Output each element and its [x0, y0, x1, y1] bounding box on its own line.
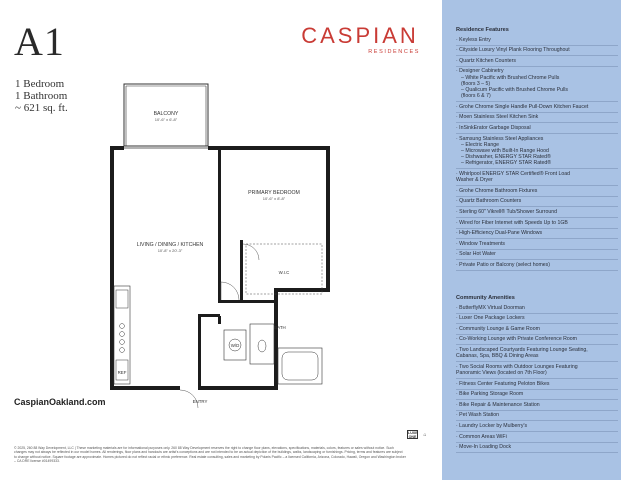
community-amenity-item-text: · Two Landscaped Courtyards Featuring Lounge Seating,: [456, 346, 588, 353]
residence-feature-subitem-text: – Dishwasher, ENERGY STAR Rated®: [461, 154, 551, 161]
residence-feature-item: [456, 102, 618, 113]
community-amenity-item-text: · Community Lounge & Game Room: [456, 325, 540, 332]
bath-label: BATH: [274, 325, 286, 330]
community-amenity-item: [456, 303, 618, 314]
residence-feature-item: [456, 123, 618, 134]
unit-bedrooms: 1 Bedroom: [15, 78, 65, 90]
community-amenity-item: [456, 362, 618, 379]
residence-feature-item-text: · Moen Stainless Steel Kitchen Sink: [456, 114, 539, 121]
residence-features: [456, 26, 618, 271]
residence-feature-item: [456, 113, 618, 124]
community-amenity-item: [456, 345, 618, 362]
residence-feature-subitem-text: – Electric Range: [461, 141, 500, 148]
community-amenity-item-text: · Fitness Center Featuring Peloton Bikes: [456, 380, 550, 387]
residence-feature-item: [456, 35, 618, 46]
residence-feature-item-text: · Samsung Stainless Steel Appliances: [456, 135, 544, 142]
features-panel: [442, 0, 621, 480]
living-dims: 10'-8" x 20'-3": [157, 248, 183, 253]
residence-feature-item-text: · Grohe Chrome Single Handle Pull-Down Kitchen Faucet: [456, 103, 589, 110]
residence-feature-subitem-text: – White Pacific with Brushed Chrome Pulls: [461, 74, 560, 81]
website-link[interactable]: CaspianOakland.com: [14, 397, 106, 407]
partner-logos: [407, 430, 428, 439]
community-amenity-item-text: · ButterflyMX Virtual Doorman: [456, 304, 525, 311]
equal-housing-icon: ⌂: [423, 431, 427, 438]
residence-feature-item-text: · Keyless Entry: [456, 36, 491, 43]
community-amenity-item-text: · Pet Wash Station: [456, 412, 500, 419]
luxe-logo-icon: LUXE ONE: [408, 431, 418, 439]
community-amenity-item: [456, 379, 618, 390]
community-amenity-item: [456, 421, 618, 432]
residence-feature-subitem-text: – Refrigerator, ENERGY STAR Rated®: [461, 160, 552, 167]
community-amenity-item-text: Panoramic Views (located on 7th Floor): [456, 369, 547, 376]
residence-feature-item: [456, 207, 618, 218]
brand-subtitle: RESIDENCES: [368, 49, 420, 55]
ref-label: REF: [117, 370, 127, 375]
residence-feature-item-text: · Wired for Fiber Internet with Speeds Up to 1GB: [456, 219, 568, 226]
residence-feature-item-text: · Grohe Chrome Bathroom Fixtures: [456, 187, 538, 194]
residence-feature-item-text: · Quartz Kitchen Counters: [456, 57, 516, 64]
residence-feature-item-text: · Solar Hot Water: [456, 251, 496, 258]
bath-fixtures: [250, 324, 322, 384]
residence-feature-item-text: · Quartz Bathroom Counters: [456, 198, 522, 205]
residence-feature-item-text: · Designer Cabinetry: [456, 68, 504, 75]
residence-feature-item-text: · Window Treatments: [456, 240, 506, 247]
residence-feature-item: [456, 250, 618, 261]
entry-label: ENTRY: [192, 399, 208, 404]
community-amenity-item: [456, 390, 618, 401]
living-label: LIVING / DINING / KITCHEN: [136, 242, 204, 248]
residence-feature-item: [456, 260, 618, 271]
community-amenity-item-text: · Common Areas WiFi: [456, 433, 507, 440]
brand-name: CASPIAN: [301, 23, 419, 48]
community-amenity-item: [456, 335, 618, 346]
balcony-dims: 10'-6" x 6'-8": [154, 117, 178, 122]
residence-feature-item: [456, 218, 618, 229]
community-amenity-item-text: · Bike Repair & Maintenance Station: [456, 401, 540, 408]
unit-title: A1: [14, 19, 65, 64]
community-amenity-item-text: Cabanas, Spa, BBQ & Dining Areas: [456, 353, 539, 360]
bedroom-label: PRIMARY BEDROOM: [248, 190, 300, 196]
interior-walls: [198, 150, 274, 386]
wd-label: W/D: [230, 343, 240, 348]
community-amenity-item-text: · Laundry Locker by Mulberry's: [456, 422, 528, 429]
unit-bathrooms: 1 Bathroom: [15, 90, 68, 102]
residence-feature-item-text: · Whirlpool ENERGY STAR Certified® Front Load: [456, 170, 571, 177]
community-amenity-item: [456, 314, 618, 325]
residence-feature-item: [456, 197, 618, 208]
unit-area: ~ 621 sq. ft.: [15, 102, 68, 114]
balcony-label: BALCONY: [153, 111, 179, 117]
residence-feature-item: [456, 229, 618, 240]
residence-feature-item: [456, 56, 618, 67]
community-amenity-item: [456, 400, 618, 411]
brand-logo: [296, 24, 424, 56]
residence-feature-item: [456, 169, 618, 186]
residence-feature-item-text: · Private Patio or Balcony (select homes): [456, 261, 550, 268]
community-amenity-item-text: · Co-Working Lounge with Private Conference Room: [456, 336, 578, 343]
residence-features-heading: Residence Features: [456, 27, 509, 33]
residence-feature-item: [456, 186, 618, 197]
residence-feature-subitem-text: – Qualicum Pacific with Brushed Chrome Pulls: [461, 86, 568, 93]
community-amenity-item: [456, 411, 618, 422]
residence-features-list: [456, 35, 618, 271]
bedroom-dims: 10'-6" x 8'-8": [262, 196, 286, 201]
residence-feature-subitem-text: (floors 3 – 5): [461, 80, 491, 87]
community-amenities-heading: Community Amenities: [456, 295, 515, 301]
floor-plan-drawing: [100, 78, 340, 408]
residence-feature-item-text: · InSinkErator Garbage Disposal: [456, 124, 531, 131]
community-amenity-item-text: · Move-In Loading Dock: [456, 444, 512, 451]
residence-feature-item: [456, 134, 618, 169]
residence-feature-subitem-text: – Microwave with Built-In Range Hood: [461, 147, 549, 154]
community-amenity-item-text: · Two Social Rooms with Outdoor Lounges Featuring: [456, 363, 578, 370]
wic-label: W.I.C: [278, 270, 290, 275]
floor-plan: [100, 78, 340, 408]
community-amenity-item: [456, 432, 618, 443]
residence-feature-item-text: · Cityside Luxury Vinyl Plank Flooring Throughout: [456, 47, 570, 54]
residence-feature-item-text: Washer & Dryer: [456, 177, 493, 184]
residence-feature-item: [456, 67, 618, 102]
community-amenity-item: [456, 324, 618, 335]
residence-feature-item: [456, 46, 618, 57]
community-amenity-item-text: · Luxer One Package Lockers: [456, 315, 525, 322]
community-amenity-item-text: · Bike Parking Storage Room: [456, 391, 524, 398]
residence-feature-item-text: · High-Efficiency Dual-Pane Windows: [456, 230, 543, 237]
residence-feature-subitem-text: (floors 6 & 7): [461, 93, 491, 100]
community-amenities: [456, 294, 618, 453]
community-amenity-item: [456, 443, 618, 454]
legal-disclaimer: © 2025, 260 88 Way Development, LLC | These marketing materials are for informational purposes only. 260 88 Way Development reserves the right to change floor plans, elevations, specifications, materials, colors, features or sales without notice. Such changes may not always be reflected in our model homes. All renderings, floor plans and handouts are artist's conceptions and are not intended to be an actual depiction of the buildings, walks, landscaping or furnishings. Pricing, terms and features are subject to change without notice. Square footage are approximate. Homes pictured do not reflect racial or ethnic preference. Real estate consulting, sales and marketing by Polaris Pacific – a licensed California, Arizona, Colorado, Hawaii, Oregon and Washington broker – CA DRE license #01499333.: [14, 446, 406, 463]
residence-feature-item: [456, 239, 618, 250]
community-amenities-list: [456, 303, 618, 453]
residence-feature-item-text: · Sterling 60" Vikrell® Tub/Shower Surround: [456, 208, 558, 215]
